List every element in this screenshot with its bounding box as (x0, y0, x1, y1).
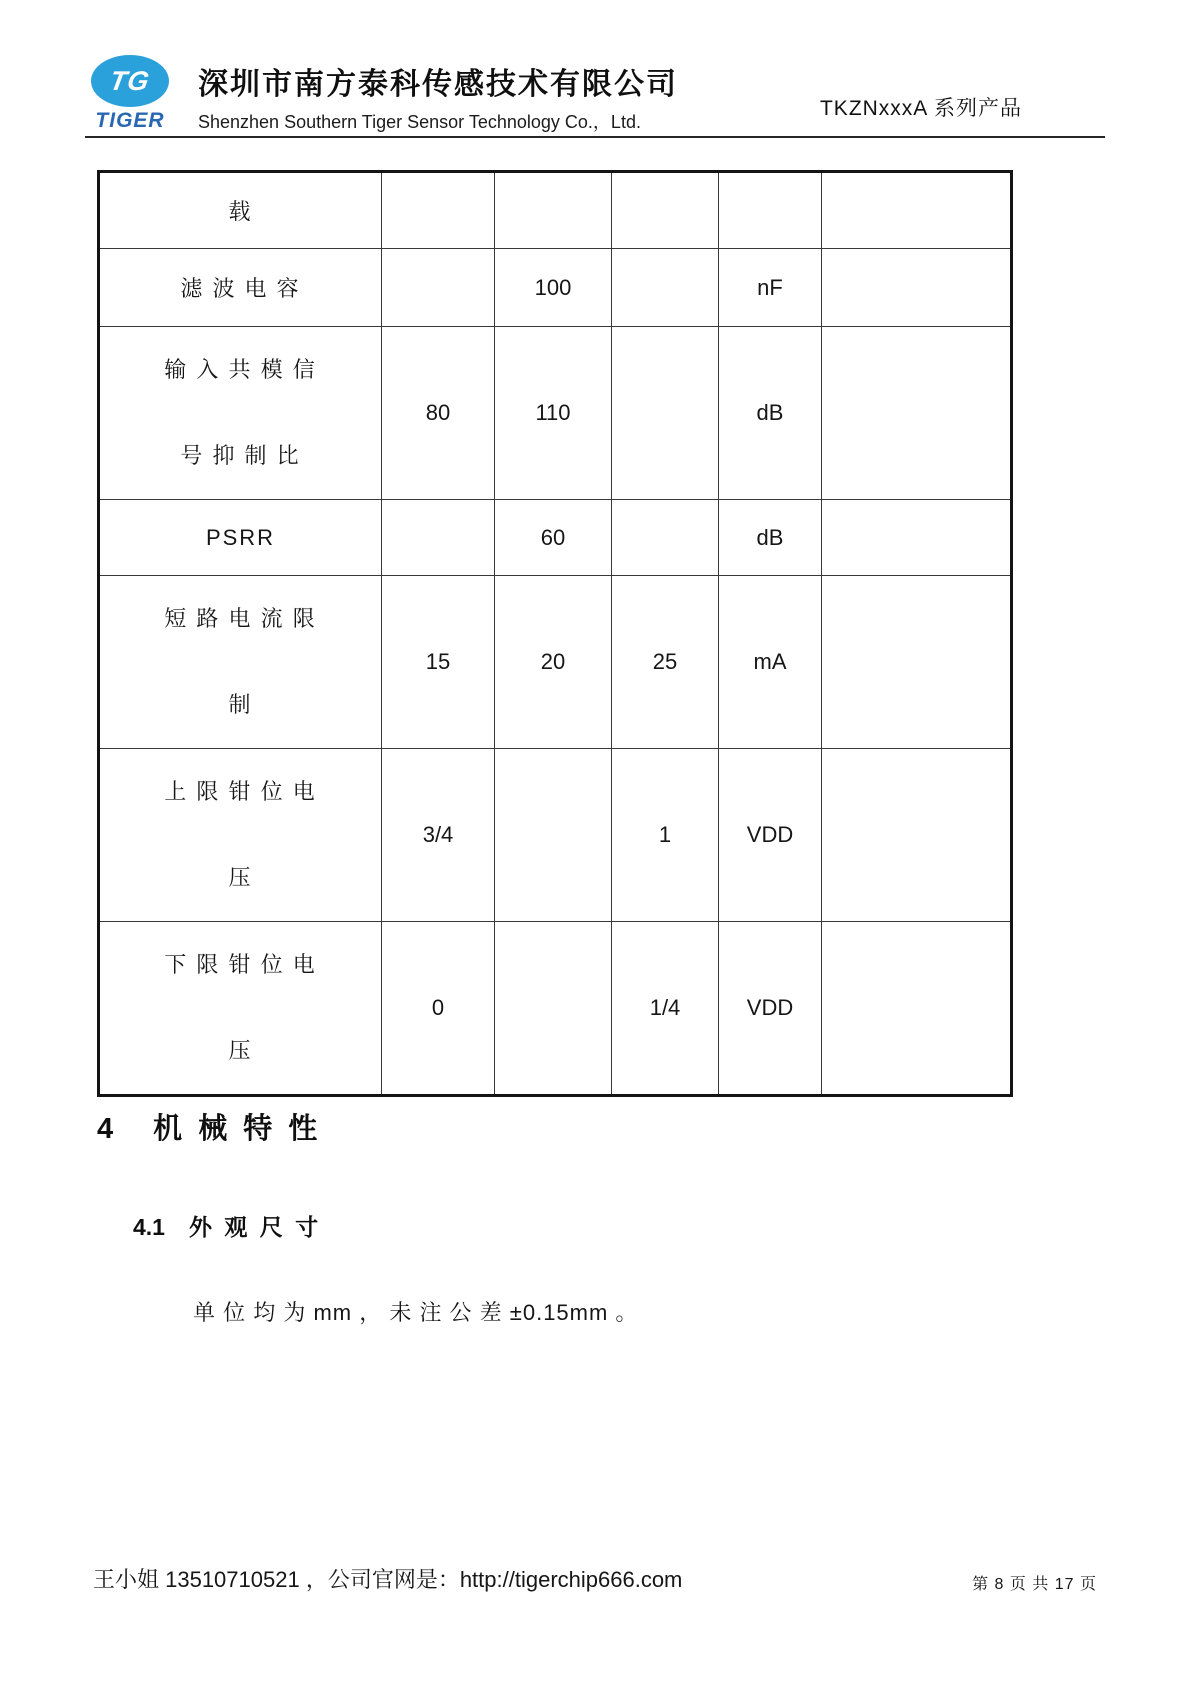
logo-monogram: TG (107, 65, 153, 96)
note-cell (822, 576, 1012, 749)
unit-cell: nF (719, 249, 822, 327)
typ-cell: 100 (495, 249, 612, 327)
max-cell (612, 249, 719, 327)
company-name-en: Shenzhen Southern Tiger Sensor Technology Co.，Ltd. (198, 112, 641, 132)
section-title: 机 械 特 性 (153, 1113, 322, 1145)
param-name-cell (99, 576, 382, 749)
note-cell (822, 172, 1012, 249)
unit-cell: mA (719, 576, 822, 749)
tolerance-note: 单 位 均 为 mm ， 未 注 公 差 ±0.15mm 。 (193, 1300, 639, 1325)
footer-contact: 王小姐 13510710521 ，公司官网是：http://tigerchip666.com (93, 1567, 683, 1592)
param-name-cell (99, 172, 382, 249)
min-cell: 80 (382, 327, 495, 500)
param-name-cell (99, 249, 382, 327)
param-label-line: 上 限 钳 位 电 (164, 779, 317, 804)
note-cell (822, 922, 1012, 1096)
section-heading (97, 1106, 321, 1147)
note-cell (822, 500, 1012, 576)
unit-cell: dB (719, 327, 822, 500)
param-label-line: 号 抑 制 比 (180, 443, 301, 468)
param-label-line: 压 (228, 865, 253, 890)
note-cell (822, 749, 1012, 922)
param-name-cell (99, 500, 382, 576)
typ-cell (495, 922, 612, 1096)
min-cell: 15 (382, 576, 495, 749)
product-series-label: TKZNxxxA 系列产品 (819, 97, 1022, 120)
typ-cell: 110 (495, 327, 612, 500)
typ-cell: 60 (495, 500, 612, 576)
param-label-line: 载 (228, 199, 253, 224)
header-divider (85, 136, 1105, 138)
company-name-block (198, 59, 678, 134)
param-name-cell (99, 922, 382, 1096)
max-cell: 1/4 (612, 922, 719, 1096)
min-cell (382, 172, 495, 249)
max-cell (612, 327, 719, 500)
min-cell: 0 (382, 922, 495, 1096)
max-cell: 1 (612, 749, 719, 922)
table-row (99, 172, 1012, 249)
param-label-line: 短 路 电 流 限 (164, 606, 317, 631)
note-cell (822, 249, 1012, 327)
subsection-heading (133, 1209, 321, 1242)
logo-wordmark: TIGER (95, 109, 165, 132)
table-row (99, 500, 1012, 576)
section-number: 4 (97, 1113, 114, 1145)
min-cell (382, 500, 495, 576)
spec-table (97, 170, 1013, 1097)
subsection-title: 外 观 尺 寸 (188, 1214, 322, 1240)
unit-cell (719, 172, 822, 249)
param-label-line: 制 (228, 692, 253, 717)
unit-cell: VDD (719, 922, 822, 1096)
param-name-cell (99, 327, 382, 500)
table-row (99, 327, 1012, 500)
unit-cell: VDD (719, 749, 822, 922)
table-row (99, 249, 1012, 327)
unit-cell: dB (719, 500, 822, 576)
company-name-cn: 深圳市南方泰科传感技术有限公司 (198, 68, 678, 101)
subsection-number: 4.1 (133, 1214, 165, 1240)
tiger-logo-icon (91, 55, 169, 107)
param-label-line: 压 (228, 1038, 253, 1063)
min-cell (382, 249, 495, 327)
param-name-cell (99, 749, 382, 922)
company-logo (84, 55, 176, 133)
max-cell (612, 500, 719, 576)
param-label-line: 输 入 共 模 信 (164, 357, 317, 382)
typ-cell: 20 (495, 576, 612, 749)
typ-cell (495, 749, 612, 922)
param-label-line: 下 限 钳 位 电 (164, 952, 317, 977)
footer-page-number: 第 8 页 共 17 页 (972, 1576, 1097, 1593)
typ-cell (495, 172, 612, 249)
table-row (99, 922, 1012, 1096)
min-cell: 3/4 (382, 749, 495, 922)
param-label-line: 滤 波 电 容 (180, 276, 301, 301)
param-label-line: PSRR (205, 524, 276, 550)
table-row (99, 576, 1012, 749)
max-cell (612, 172, 719, 249)
table-row (99, 749, 1012, 922)
max-cell: 25 (612, 576, 719, 749)
note-cell (822, 327, 1012, 500)
